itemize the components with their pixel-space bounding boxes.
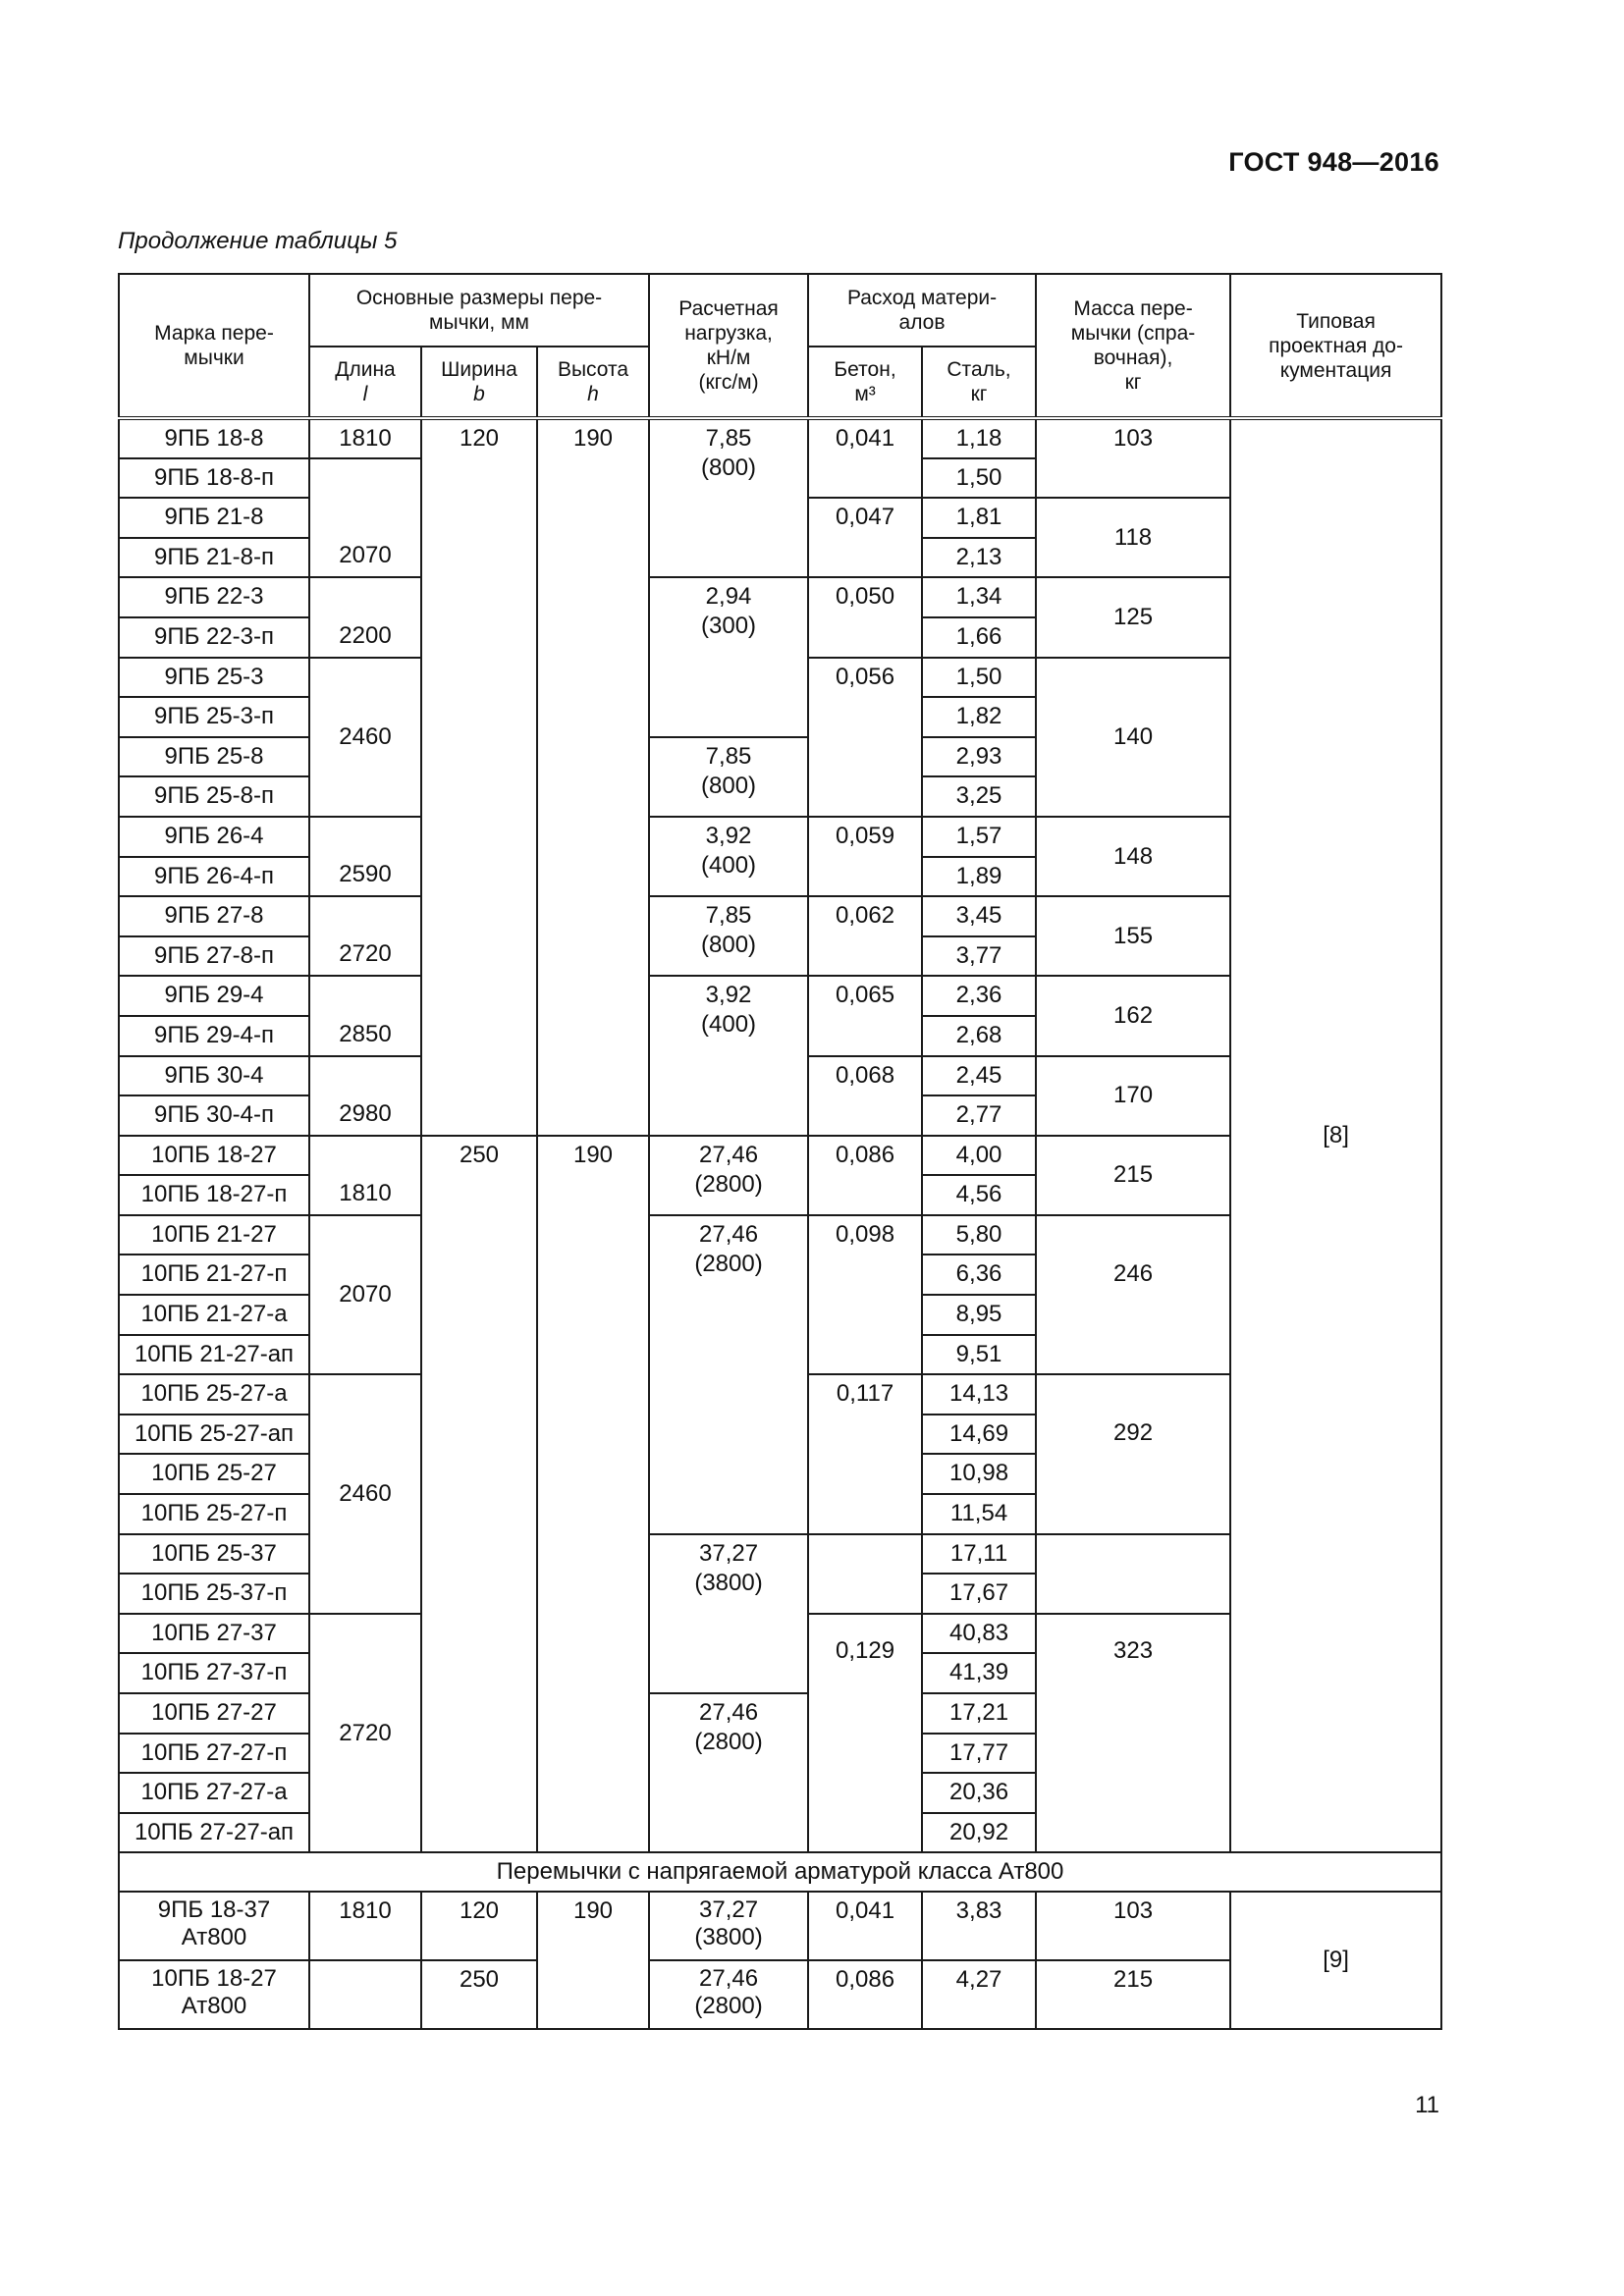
steel-cell: 1,89 [922,857,1036,897]
header-dimensions: Основные размеры пере- мычки, мм [309,274,649,347]
doc-ref-cell: [8] [1230,418,1441,1852]
mass-cell: 140 [1036,658,1230,817]
load-cell: 3,92 (400) [649,976,808,1135]
mass-cell: 103 [1036,418,1230,498]
mark-cell: 10ПБ 25-37 [119,1534,309,1575]
steel-cell: 17,77 [922,1734,1036,1774]
mark-cell: 10ПБ 21-27-п [119,1255,309,1295]
steel-cell: 1,50 [922,458,1036,499]
header-concrete: Бетон, м³ [808,347,922,418]
steel-cell: 17,21 [922,1693,1036,1734]
header-length: Длина l [309,347,421,418]
steel-cell: 1,50 [922,658,1036,698]
load-cell: 2,94 (300) [649,577,808,736]
steel-cell: 2,77 [922,1095,1036,1136]
mark-cell: 9ПБ 25-3 [119,658,309,698]
steel-cell: 20,92 [922,1813,1036,1853]
lintel-table [118,273,1442,2030]
mark-cell: 10ПБ 25-27 [119,1454,309,1494]
concrete-cell: 0,086 [808,1136,922,1215]
steel-cell: 8,95 [922,1295,1036,1335]
length-cell: 2200 [309,577,421,657]
steel-cell: 14,13 [922,1374,1036,1415]
load-cell: 37,27 (3800) [649,1892,808,1960]
width-cell: 120 [421,418,537,1136]
concrete-cell: 0,098 [808,1215,922,1374]
mark-cell: 10ПБ 18-27 Ат800 [119,1960,309,2029]
steel-cell: 1,66 [922,617,1036,658]
steel-cell: 2,36 [922,976,1036,1016]
length-cell [309,1960,421,2029]
mark-cell: 9ПБ 18-8-п [119,458,309,499]
steel-cell: 1,81 [922,498,1036,538]
steel-cell: 10,98 [922,1454,1036,1494]
page-number: 11 [1415,2092,1439,2118]
mark-cell: 10ПБ 27-37-п [119,1653,309,1693]
concrete-cell: 0,086 [808,1960,922,2029]
mark-cell: 10ПБ 21-27-ап [119,1335,309,1375]
mark-cell: 10ПБ 18-27-п [119,1175,309,1215]
length-cell: 1810 [309,1892,421,1960]
length-cell: 1810 [309,418,421,458]
steel-cell: 2,45 [922,1056,1036,1096]
mass-cell: 162 [1036,976,1230,1055]
height-cell: 190 [537,1136,649,1853]
mark-cell: 9ПБ 29-4-п [119,1016,309,1056]
steel-cell: 9,51 [922,1335,1036,1375]
steel-cell: 3,83 [922,1892,1036,1960]
steel-cell: 1,57 [922,817,1036,857]
mass-cell: 323 [1036,1614,1230,1853]
concrete-cell: 0,062 [808,896,922,976]
load-cell: 27,46 (2800) [649,1693,808,1852]
mass-cell: 292 [1036,1374,1230,1533]
steel-cell: 1,34 [922,577,1036,617]
mark-cell: 10ПБ 25-27-п [119,1494,309,1534]
mark-cell: 9ПБ 22-3-п [119,617,309,658]
width-cell: 250 [421,1960,537,2029]
steel-cell: 2,68 [922,1016,1036,1056]
header-steel: Сталь, кг [922,347,1036,418]
steel-cell: 4,27 [922,1960,1036,2029]
length-cell: 2460 [309,658,421,817]
steel-cell: 4,00 [922,1136,1036,1176]
table-caption: Продолжение таблицы 5 [118,228,398,254]
load-cell: 3,92 (400) [649,817,808,896]
steel-cell: 11,54 [922,1494,1036,1534]
length-cell: 1810 [309,1136,421,1215]
load-cell: 27,46 (2800) [649,1215,808,1534]
document-number: ГОСТ 948—2016 [1228,147,1439,177]
length-cell: 2070 [309,1215,421,1374]
mark-cell: 10ПБ 27-27-а [119,1773,309,1813]
concrete-cell: 0,056 [808,658,922,817]
mark-cell: 9ПБ 22-3 [119,577,309,617]
mark-cell: 10ПБ 18-27 [119,1136,309,1176]
concrete-cell: 0,129 [808,1614,922,1853]
mark-cell: 9ПБ 29-4 [119,976,309,1016]
steel-cell: 17,67 [922,1574,1036,1614]
concrete-cell: 0,068 [808,1056,922,1136]
load-cell: 7,85 (800) [649,737,808,817]
load-cell: 7,85 (800) [649,896,808,976]
mark-cell: 9ПБ 26-4-п [119,857,309,897]
concrete-cell: 0,117 [808,1374,922,1533]
width-cell: 250 [421,1136,537,1853]
header-load: Расчетная нагрузка, кН/м (кгс/м) [649,274,808,418]
mass-cell: 170 [1036,1056,1230,1136]
length-cell: 2980 [309,1056,421,1136]
height-cell: 190 [537,1892,649,2029]
concrete-cell: 0,050 [808,577,922,657]
header-width: Ширина b [421,347,537,418]
mark-cell: 10ПБ 27-27-п [119,1734,309,1774]
mark-cell: 10ПБ 25-27-а [119,1374,309,1415]
width-cell: 120 [421,1892,537,1960]
mass-cell: 215 [1036,1136,1230,1215]
mass-cell: 215 [1036,1960,1230,2029]
length-cell: 2720 [309,1614,421,1853]
header-materials: Расход матери- алов [808,274,1036,347]
mark-cell: 9ПБ 25-8-п [119,776,309,817]
mark-cell: 9ПБ 21-8 [119,498,309,538]
load-cell: 27,46 (2800) [649,1136,808,1215]
mass-cell: 118 [1036,498,1230,577]
doc-ref-cell: [9] [1230,1892,1441,2029]
mark-cell: 9ПБ 27-8-п [119,936,309,977]
length-cell: 2850 [309,976,421,1055]
mass-cell: 155 [1036,896,1230,976]
mark-cell: 10ПБ 21-27 [119,1215,309,1255]
mark-cell: 10ПБ 21-27-а [119,1295,309,1335]
length-cell: 2590 [309,817,421,896]
length-cell: 2070 [309,458,421,578]
steel-cell: 5,80 [922,1215,1036,1255]
steel-cell: 6,36 [922,1255,1036,1295]
section-row [119,1852,1441,1892]
steel-cell: 17,11 [922,1534,1036,1575]
steel-cell: 1,18 [922,418,1036,458]
mark-cell: 9ПБ 21-8-п [119,538,309,578]
concrete-cell [808,1534,922,1614]
mark-cell: 9ПБ 30-4-п [119,1095,309,1136]
mass-cell: 148 [1036,817,1230,896]
load-cell: 27,46 (2800) [649,1960,808,2029]
mark-cell: 9ПБ 18-8 [119,418,309,458]
mark-cell: 9ПБ 26-4 [119,817,309,857]
steel-cell: 20,36 [922,1773,1036,1813]
header-doc: Типовая проектная до- кументация [1230,274,1441,418]
mark-cell: 10ПБ 27-37 [119,1614,309,1654]
steel-cell: 40,83 [922,1614,1036,1654]
mark-cell: 10ПБ 25-27-ап [119,1415,309,1455]
mark-cell: 10ПБ 25-37-п [119,1574,309,1614]
length-cell: 2460 [309,1374,421,1614]
concrete-cell: 0,059 [808,817,922,896]
header-mark: Марка пере- мычки [119,274,309,418]
steel-cell: 2,13 [922,538,1036,578]
mark-cell: 10ПБ 27-27-ап [119,1813,309,1853]
header-height: Высота h [537,347,649,418]
mark-cell: 9ПБ 27-8 [119,896,309,936]
table-row [119,1892,1441,1960]
load-cell: 7,85 (800) [649,418,808,577]
mass-cell: 103 [1036,1892,1230,1960]
steel-cell: 3,77 [922,936,1036,977]
steel-cell: 3,45 [922,896,1036,936]
steel-cell: 4,56 [922,1175,1036,1215]
steel-cell: 41,39 [922,1653,1036,1693]
concrete-cell: 0,041 [808,1892,922,1960]
mark-cell: 9ПБ 25-8 [119,737,309,777]
steel-cell: 1,82 [922,697,1036,737]
mass-cell: 246 [1036,1215,1230,1374]
length-cell: 2720 [309,896,421,976]
concrete-cell: 0,065 [808,976,922,1055]
mark-cell: 9ПБ 25-3-п [119,697,309,737]
mass-cell: 125 [1036,577,1230,657]
section-title: Перемычки с напрягаемой арматурой класса Ат800 [119,1852,1441,1892]
mass-cell [1036,1534,1230,1614]
load-cell: 37,27 (3800) [649,1534,808,1693]
height-cell: 190 [537,418,649,1136]
mark-cell: 9ПБ 30-4 [119,1056,309,1096]
steel-cell: 2,93 [922,737,1036,777]
steel-cell: 14,69 [922,1415,1036,1455]
table-row [119,418,1441,458]
concrete-cell: 0,047 [808,498,922,577]
concrete-cell: 0,041 [808,418,922,498]
header-mass: Масса пере- мычки (спра- вочная), кг [1036,274,1230,418]
steel-cell: 3,25 [922,776,1036,817]
mark-cell: 10ПБ 27-27 [119,1693,309,1734]
mark-cell: 9ПБ 18-37 Ат800 [119,1892,309,1960]
